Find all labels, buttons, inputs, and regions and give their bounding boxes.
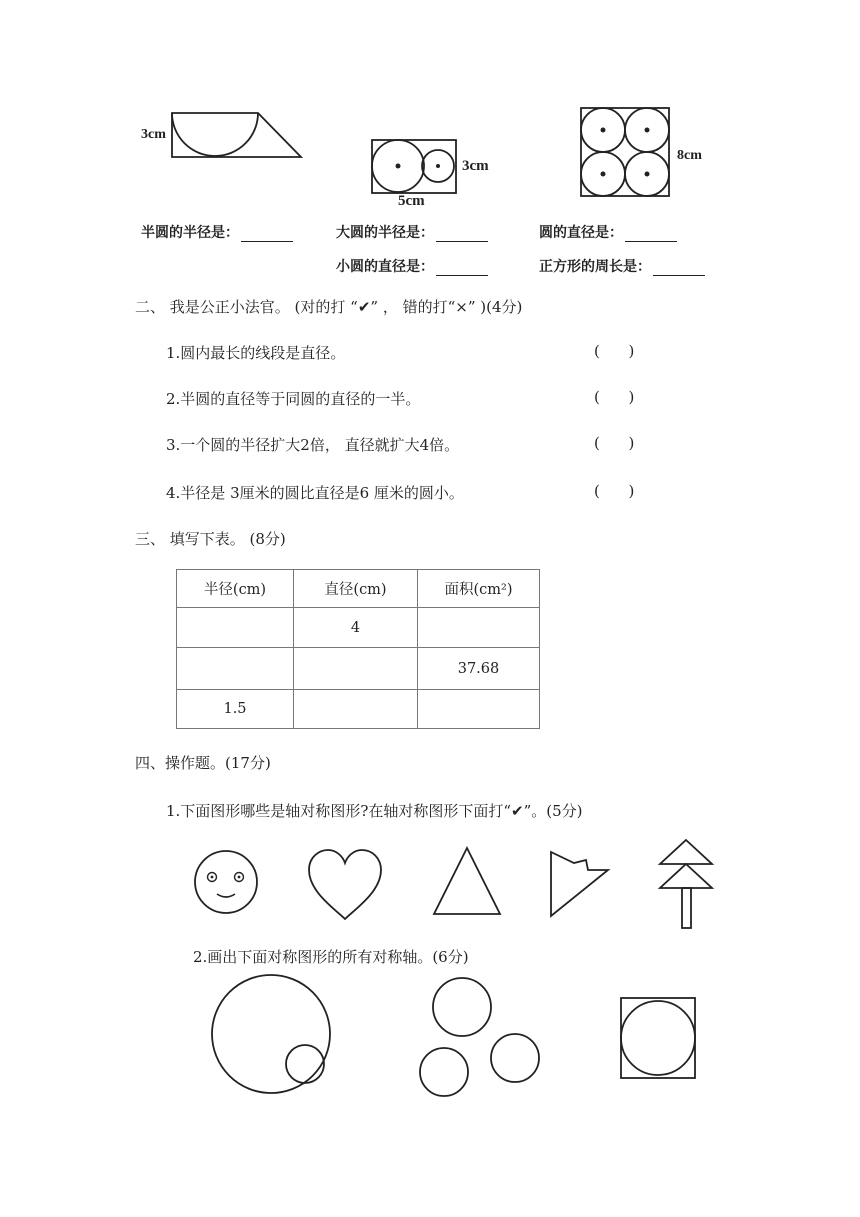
circle-table [176,569,540,729]
tree-shape[interactable] [660,840,712,928]
dim-label-5cm-rect: 5cm [398,193,425,209]
section-4-heading: 四、操作题。(17分) [135,754,271,772]
table-header-area: 面积(cm²) [418,570,540,608]
smiley-face-shape[interactable] [195,851,257,913]
axis-figures [0,960,860,1110]
table-cell: 1.5 [177,690,294,729]
table-cell[interactable] [177,608,294,648]
question-label: 圆的直径是： [539,226,623,241]
answer-blank[interactable] [625,227,677,242]
question-semicircle-radius [141,222,293,242]
circle-in-square-shape[interactable] [621,998,695,1078]
table-cell: 37.68 [418,648,540,690]
irregular-flag-shape[interactable] [551,852,608,916]
question-label: 大圆的半径是： [336,226,434,241]
dim-label-8cm-square: 8cm [677,148,702,163]
section-2-heading: 二、 我是公正小法官。 (对的打 “✔” ， 错的打“×” )(4分) [135,298,523,316]
question-circle-diameter [539,222,677,242]
triangle-shape[interactable] [434,848,500,914]
judge-item-3: 3.一个圆的半径扩大2倍， 直径就扩大4倍。 [166,436,460,454]
dim-label-3cm-semicircle: 3cm [141,127,166,142]
heart-shape[interactable] [309,850,381,919]
judge-item-2: 2.半圆的直径等于同圆的直径的一半。 [166,390,421,408]
dim-label-3cm-rect: 3cm [462,158,489,174]
answer-blank[interactable] [436,261,488,276]
question-label: 小圆的直径是： [336,260,434,275]
judge-answer-2[interactable]: ( ) [594,388,635,406]
judge-item-1: 1.圆内最长的线段是直径。 [166,344,346,362]
judge-item-4: 4.半径是 3厘米的圆比直径是6 厘米的圆小。 [166,484,464,502]
answer-blank[interactable] [653,261,705,276]
answer-blank[interactable] [241,227,293,242]
question-label: 半圆的半径是： [141,226,239,241]
question-label: 正方形的周长是： [539,260,651,275]
large-circle-with-small-circle-shape[interactable] [212,975,330,1093]
table-header-radius: 半径(cm) [177,570,294,608]
table-cell[interactable] [177,648,294,690]
judge-answer-3[interactable]: ( ) [594,434,635,452]
question-big-circle-radius [336,222,488,242]
question-4-1: 1.下面图形哪些是轴对称图形?在轴对称图形下面打“✔”。(5分) [166,802,583,820]
table-cell: 4 [294,608,418,648]
symmetry-shapes [0,830,860,940]
three-circles-shape[interactable] [420,978,539,1096]
question-square-perimeter [539,256,705,276]
table-cell[interactable] [418,690,540,729]
judge-answer-4[interactable]: ( ) [594,482,635,500]
question-4-2: 2.画出下面对称图形的所有对称轴。(6分) [193,948,469,966]
table-row [177,648,540,690]
table-cell[interactable] [294,690,418,729]
table-cell[interactable] [294,648,418,690]
table-row [177,690,540,729]
table-cell[interactable] [418,608,540,648]
section-3-heading: 三、 填写下表。 (8分) [135,530,286,548]
table-row [177,608,540,648]
table-header-diameter: 直径(cm) [294,570,418,608]
judge-answer-1[interactable]: ( ) [594,342,635,360]
answer-blank[interactable] [436,227,488,242]
table-header-row [177,570,540,608]
question-small-circle-diameter [336,256,488,276]
